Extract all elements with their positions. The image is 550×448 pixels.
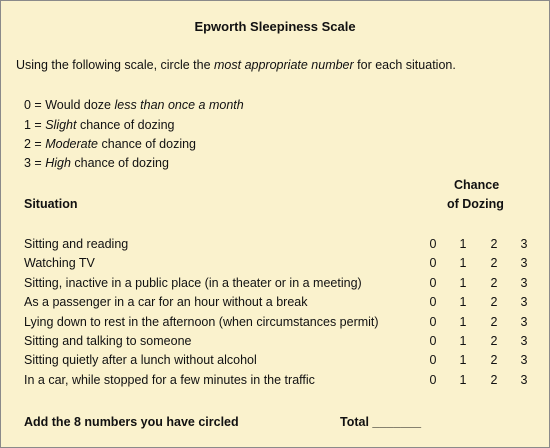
option-1[interactable]: 1 — [459, 334, 467, 348]
scale-item-0 — [24, 98, 244, 112]
option-3[interactable]: 3 — [520, 276, 528, 290]
situation-label: Lying down to rest in the afternoon (when circumstances permit) — [24, 315, 379, 329]
option-2[interactable]: 2 — [490, 334, 498, 348]
option-2[interactable]: 2 — [490, 373, 498, 387]
scale-emphasis: High — [45, 156, 71, 170]
option-3[interactable]: 3 — [520, 334, 528, 348]
situation-row — [1, 315, 549, 333]
scale-prefix: 0 = Would doze — [24, 98, 115, 112]
situation-row — [1, 276, 549, 294]
instruction-before: Using the following scale, circle the — [16, 58, 215, 72]
option-1[interactable]: 1 — [459, 256, 467, 270]
situation-label: Watching TV — [24, 256, 95, 270]
form-title: Epworth Sleepiness Scale — [194, 19, 356, 34]
option-0[interactable]: 0 — [429, 295, 437, 309]
option-1[interactable]: 1 — [459, 353, 467, 367]
option-0[interactable]: 0 — [429, 237, 437, 251]
situation-label: Sitting quietly after a lunch without alcohol — [24, 353, 257, 367]
option-2[interactable]: 2 — [490, 353, 498, 367]
scale-suffix: chance of dozing — [98, 137, 197, 151]
situation-row — [1, 373, 549, 391]
situation-row — [1, 295, 549, 313]
option-3[interactable]: 3 — [520, 315, 528, 329]
situation-label: Sitting and reading — [24, 237, 129, 251]
scale-item-3 — [24, 156, 169, 170]
scale-emphasis: less than once a month — [114, 98, 244, 112]
situation-row — [1, 353, 549, 371]
instruction-after: for each situation. — [353, 58, 456, 72]
scale-suffix: chance of dozing — [70, 156, 169, 170]
option-0[interactable]: 0 — [429, 373, 437, 387]
instruction-text — [16, 58, 456, 72]
situation-row — [1, 237, 549, 255]
situation-header: Situation — [24, 197, 78, 211]
option-0[interactable]: 0 — [429, 353, 437, 367]
option-0[interactable]: 0 — [429, 315, 437, 329]
option-1[interactable]: 1 — [459, 276, 467, 290]
option-2[interactable]: 2 — [490, 237, 498, 251]
option-0[interactable]: 0 — [429, 276, 437, 290]
scale-item-2 — [24, 137, 196, 151]
scale-prefix: 1 = — [24, 118, 46, 132]
scale-emphasis: Moderate — [45, 137, 99, 151]
option-3[interactable]: 3 — [520, 353, 528, 367]
option-3[interactable]: 3 — [520, 295, 528, 309]
chance-header: Chance — [454, 178, 500, 192]
scale-prefix: 3 = — [24, 156, 46, 170]
situation-label: Sitting and talking to someone — [24, 334, 192, 348]
option-0[interactable]: 0 — [429, 334, 437, 348]
option-2[interactable]: 2 — [490, 256, 498, 270]
option-1[interactable]: 1 — [459, 295, 467, 309]
situation-label: In a car, while stopped for a few minutes in the traffic — [24, 373, 315, 387]
option-1[interactable]: 1 — [459, 373, 467, 387]
total-field[interactable]: Total _______ — [340, 415, 422, 429]
option-2[interactable]: 2 — [490, 295, 498, 309]
option-2[interactable]: 2 — [490, 315, 498, 329]
option-3[interactable]: 3 — [520, 373, 528, 387]
situation-label: As a passenger in a car for an hour without a break — [24, 295, 308, 309]
option-3[interactable]: 3 — [520, 237, 528, 251]
option-1[interactable]: 1 — [459, 315, 467, 329]
option-3[interactable]: 3 — [520, 256, 528, 270]
option-2[interactable]: 2 — [490, 276, 498, 290]
situation-row — [1, 334, 549, 352]
situation-row — [1, 256, 549, 274]
situation-label: Sitting, inactive in a public place (in a theater or in a meeting) — [24, 276, 362, 290]
scale-item-1 — [24, 118, 174, 132]
option-1[interactable]: 1 — [459, 237, 467, 251]
option-0[interactable]: 0 — [429, 256, 437, 270]
instruction-emphasis: most appropriate number — [214, 58, 354, 72]
dozing-header: of Dozing — [447, 197, 504, 211]
scale-emphasis: Slight — [45, 118, 77, 132]
sum-instruction: Add the 8 numbers you have circled — [24, 415, 239, 429]
scale-suffix: chance of dozing — [76, 118, 175, 132]
scale-prefix: 2 = — [24, 137, 46, 151]
